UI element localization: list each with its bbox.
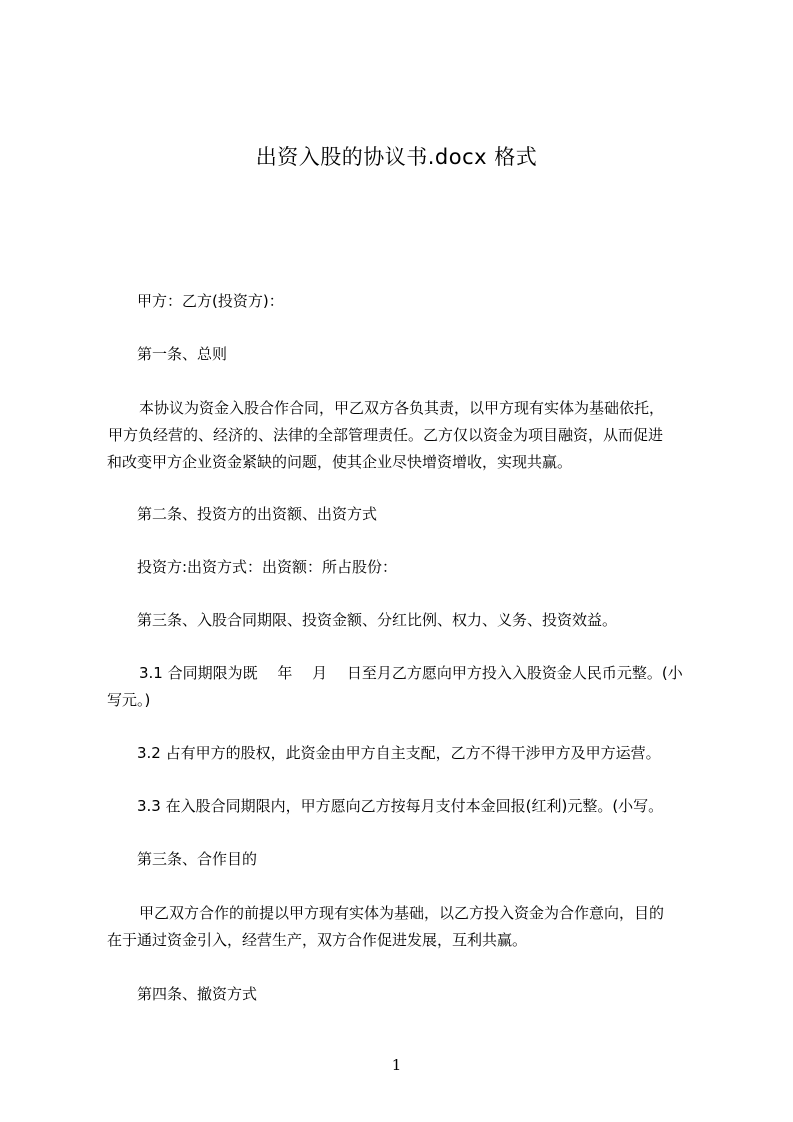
article-1-body xyxy=(107,395,707,476)
article-1-heading: 第一条、总则 xyxy=(137,345,228,363)
clause-3-1-line-2: 写元。) xyxy=(107,691,151,709)
clause-3-3: 3.3 在入股合同期限内，甲方愿向乙方按每月支付本金回报(红利)元整。(小写。 xyxy=(137,797,664,815)
article-2-heading: 第二条、投资方的出资额、出资方式 xyxy=(137,505,378,523)
document-title: 出资入股的协议书.docx 格式 xyxy=(255,145,538,169)
article-4-heading: 第四条、撤资方式 xyxy=(137,985,258,1003)
article-2-body: 投资方:出资方式：出资额：所占股份： xyxy=(137,558,398,576)
article-3-heading: 第三条、入股合同期限、投资金额、分红比例、权力、义务、投资效益。 xyxy=(137,611,618,629)
parties-line: 甲方：乙方(投资方)： xyxy=(137,292,284,310)
article-3b-heading: 第三条、合作目的 xyxy=(137,850,258,868)
clause-3-1 xyxy=(107,660,707,714)
article-3b-body-line-1: 甲乙双方合作的前提以甲方现有实体为基础，以乙方投入资金为合作意向，目的 xyxy=(139,904,665,922)
clause-3-1-line-1: 3.1 合同期限为既 年 月 日至月乙方愿向甲方投入入股资金人民币元整。(小 xyxy=(139,664,683,682)
article-1-body-line-3: 和改变甲方企业资金紧缺的问题，使其企业尽快增资增收，实现共赢。 xyxy=(107,453,573,471)
clause-3-2: 3.2 占有甲方的股权，此资金由甲方自主支配，乙方不得干涉甲方及甲方运营。 xyxy=(137,744,661,762)
article-3b-body-line-2: 在于通过资金引入，经营生产，双方合作促进发展，互利共赢。 xyxy=(107,931,528,949)
page-number: 1 xyxy=(391,1056,402,1074)
article-1-body-line-1: 本协议为资金入股合作合同，甲乙双方各负其责，以甲方现有实体为基础依托， xyxy=(139,399,665,417)
article-1-body-line-2: 甲方负经营的、经济的、法律的全部管理责任。乙方仅以资金为项目融资，从而促进 xyxy=(108,426,664,444)
article-3b-body xyxy=(107,900,707,954)
